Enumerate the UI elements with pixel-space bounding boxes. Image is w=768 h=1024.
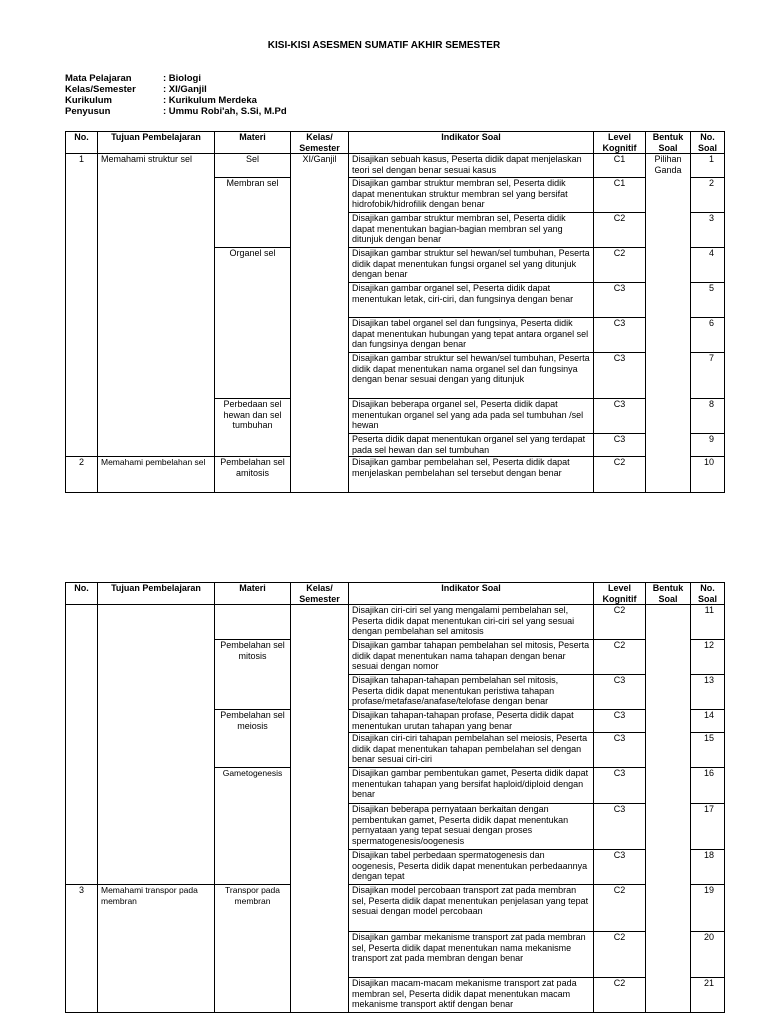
indikator-cell: Disajikan ciri-ciri sel yang mengalami pembelahan sel, Peserta didik dapat menentukan ciri-ciri sel yang sesuai dengan pembelahan sel amitosis	[349, 605, 594, 640]
tujuan-cell	[98, 605, 215, 885]
table-row	[66, 605, 725, 640]
col-header-tujuan: Tujuan Pembelajaran	[98, 583, 215, 605]
nosoal-cell: 12	[691, 640, 725, 675]
document-meta	[65, 73, 287, 117]
table-row	[66, 154, 725, 178]
assessment-table-2	[65, 582, 725, 1013]
indikator-cell: Disajikan macam-macam mekanisme transport zat pada membran sel, Peserta didik dapat menentukan macam mekanisme transport aktif dengan benar	[349, 978, 594, 1013]
col-header-bentuk: Bentuk Soal	[646, 132, 691, 154]
meta-value: : XI/Ganjil	[163, 84, 207, 95]
level-cell: C3	[594, 399, 646, 434]
nosoal-cell: 5	[691, 283, 725, 318]
level-cell: C3	[594, 710, 646, 733]
level-cell: C2	[594, 885, 646, 932]
level-cell: C1	[594, 154, 646, 178]
level-cell: C2	[594, 248, 646, 283]
indikator-cell: Disajikan gambar struktur membran sel, Peserta didik dapat menentukan bagian-bagian membran sel yang ditunjuk dengan benar	[349, 213, 594, 248]
assessment-table-1	[65, 131, 725, 493]
level-cell: C3	[594, 283, 646, 318]
row-number	[66, 605, 98, 885]
materi-cell: Perbedaan sel hewan dan sel tumbuhan	[215, 399, 291, 457]
meta-row-author	[65, 106, 287, 117]
indikator-cell: Disajikan tahapan-tahapan profase, Peserta didik dapat menentukan urutan tahapan yang benar	[349, 710, 594, 733]
meta-row-class	[65, 84, 287, 95]
indikator-cell: Disajikan beberapa organel sel, Peserta didik dapat menentukan organel sel yang ada pada sel tumbuhan /sel hewan	[349, 399, 594, 434]
meta-label: Kurikulum	[65, 95, 112, 106]
nosoal-cell: 3	[691, 213, 725, 248]
indikator-cell: Disajikan beberapa pernyataan berkaitan dengan pembentukan gamet, Peserta didik dapat menentukan pernyataan yang tepat sesuai dengan proses spermatogenesis/oogenesis	[349, 804, 594, 850]
col-header-indikator: Indikator Soal	[349, 132, 594, 154]
level-cell: C1	[594, 178, 646, 213]
nosoal-cell: 8	[691, 399, 725, 434]
col-header-kelas: Kelas/ Semester	[291, 132, 349, 154]
nosoal-cell: 17	[691, 804, 725, 850]
indikator-cell: Disajikan tabel perbedaan spermatogenesis dan oogenesis, Peserta didik dapat menentukan perbedaannya dengan tepat	[349, 850, 594, 885]
materi-cell: Pembelahan sel mitosis	[215, 640, 291, 710]
indikator-cell: Disajikan gambar pembentukan gamet, Peserta didik dapat menentukan tahapan yang bersifat haploid/diploid dengan benar	[349, 768, 594, 804]
materi-cell	[215, 605, 291, 640]
nosoal-cell: 7	[691, 353, 725, 399]
col-header-materi: Materi	[215, 583, 291, 605]
nosoal-cell: 1	[691, 154, 725, 178]
nosoal-cell: 16	[691, 768, 725, 804]
tujuan-cell: Memahami struktur sel	[98, 154, 215, 457]
meta-row-curriculum	[65, 95, 287, 106]
nosoal-cell: 14	[691, 710, 725, 733]
meta-row-subject	[65, 73, 287, 84]
indikator-cell: Disajikan gambar mekanisme transport zat pada membran sel, Peserta didik dapat menentukan nama mekanisme transport zat pada membran dengan benar	[349, 932, 594, 978]
nosoal-cell: 10	[691, 457, 725, 493]
col-header-no: No.	[66, 132, 98, 154]
tujuan-cell: Memahami transpor pada membran	[98, 885, 215, 1013]
level-cell: C3	[594, 353, 646, 399]
materi-cell: Gametogenesis	[215, 768, 291, 885]
level-cell: C3	[594, 768, 646, 804]
level-cell: C2	[594, 640, 646, 675]
document-title: KISI-KISI ASESMEN SUMATIF AKHIR SEMESTER	[267, 40, 501, 51]
indikator-cell: Disajikan ciri-ciri tahapan pembelahan sel meiosis, Peserta didik dapat menentukan tahapan pembelahan sel dengan benar sesuai ciri-ciri	[349, 733, 594, 768]
col-header-kelas: Kelas/ Semester	[291, 583, 349, 605]
table-row	[66, 457, 725, 493]
level-cell: C3	[594, 850, 646, 885]
col-header-level: Level Kognitif	[594, 583, 646, 605]
indikator-cell: Disajikan gambar pembelahan sel, Peserta didik dapat menjelaskan pembelahan sel tersebut dengan benar	[349, 457, 594, 493]
col-header-nosoal: No. Soal	[691, 583, 725, 605]
materi-cell: Pembelahan sel meiosis	[215, 710, 291, 768]
level-cell: C3	[594, 733, 646, 768]
indikator-cell: Peserta didik dapat menentukan organel sel yang terdapat pada sel hewan dan sel tumbuhan	[349, 434, 594, 457]
kelas-cell	[291, 605, 349, 1013]
table-header-row	[66, 583, 725, 605]
indikator-cell: Disajikan gambar struktur membran sel, Peserta didik dapat menentukan struktur membran sel yang bersifat hidrofobik/hidrofilik dengan benar	[349, 178, 594, 213]
materi-cell: Membran sel	[215, 178, 291, 248]
table-header-row	[66, 132, 725, 154]
row-number: 3	[66, 885, 98, 1013]
row-number: 1	[66, 154, 98, 457]
col-header-indikator: Indikator Soal	[349, 583, 594, 605]
level-cell: C3	[594, 804, 646, 850]
level-cell: C2	[594, 932, 646, 978]
kelas-cell: XI/Ganjil	[291, 154, 349, 493]
table-row	[66, 885, 725, 932]
nosoal-cell: 11	[691, 605, 725, 640]
meta-value: : Ummu Robi'ah, S.Si, M.Pd	[163, 106, 287, 117]
nosoal-cell: 20	[691, 932, 725, 978]
bentuk-cell: Pilihan Ganda	[646, 154, 691, 493]
level-cell: C2	[594, 457, 646, 493]
nosoal-cell: 15	[691, 733, 725, 768]
meta-value: : Kurikulum Merdeka	[163, 95, 257, 106]
col-header-level: Level Kognitif	[594, 132, 646, 154]
nosoal-cell: 4	[691, 248, 725, 283]
level-cell: C2	[594, 605, 646, 640]
col-header-bentuk: Bentuk Soal	[646, 583, 691, 605]
materi-cell: Transpor pada membran	[215, 885, 291, 1013]
bentuk-cell	[646, 605, 691, 1013]
indikator-cell: Disajikan gambar organel sel, Peserta didik dapat menentukan letak, ciri-ciri, dan fungsinya dengan benar	[349, 283, 594, 318]
nosoal-cell: 9	[691, 434, 725, 457]
tujuan-cell: Memahami pembelahan sel	[98, 457, 215, 493]
nosoal-cell: 13	[691, 675, 725, 710]
meta-label: Mata Pelajaran	[65, 73, 132, 84]
meta-label: Kelas/Semester	[65, 84, 136, 95]
materi-cell: Sel	[215, 154, 291, 178]
col-header-no: No.	[66, 583, 98, 605]
indikator-cell: Disajikan gambar struktur sel hewan/sel tumbuhan, Peserta didik dapat menentukan fungsi organel sel yang ditunjuk dengan benar	[349, 248, 594, 283]
level-cell: C2	[594, 978, 646, 1013]
nosoal-cell: 6	[691, 318, 725, 353]
materi-cell: Pembelahan sel amitosis	[215, 457, 291, 493]
indikator-cell: Disajikan sebuah kasus, Peserta didik dapat menjelaskan teori sel dengan benar sesuai kasus	[349, 154, 594, 178]
level-cell: C2	[594, 213, 646, 248]
level-cell: C3	[594, 434, 646, 457]
indikator-cell: Disajikan gambar tahapan pembelahan sel mitosis, Peserta didik dapat menentukan nama tahapan dengan benar sesuai dengan nomor	[349, 640, 594, 675]
row-number: 2	[66, 457, 98, 493]
col-header-materi: Materi	[215, 132, 291, 154]
nosoal-cell: 18	[691, 850, 725, 885]
materi-cell: Organel sel	[215, 248, 291, 399]
meta-label: Penyusun	[65, 106, 111, 117]
nosoal-cell: 2	[691, 178, 725, 213]
indikator-cell: Disajikan model percobaan transport zat pada membran sel, Peserta didik dapat menentukan penjelasan yang tepat sesuai dengan model percobaan	[349, 885, 594, 932]
meta-value: : Biologi	[163, 73, 201, 84]
indikator-cell: Disajikan tahapan-tahapan pembelahan sel mitosis, Peserta didik dapat menentukan peristiwa tahapan profase/metafase/anafase/telofase dengan benar	[349, 675, 594, 710]
indikator-cell: Disajikan gambar struktur sel hewan/sel tumbuhan, Peserta didik dapat menentukan nama organel sel dan fungsinya dengan benar sesuai dengan yang ditunjuk	[349, 353, 594, 399]
col-header-nosoal: No. Soal	[691, 132, 725, 154]
indikator-cell: Disajikan tabel organel sel dan fungsinya, Peserta didik dapat menentukan hubungan yang tepat antara organel sel dan fungsinya dengan benar	[349, 318, 594, 353]
level-cell: C3	[594, 318, 646, 353]
level-cell: C3	[594, 675, 646, 710]
nosoal-cell: 21	[691, 978, 725, 1013]
col-header-tujuan: Tujuan Pembelajaran	[98, 132, 215, 154]
nosoal-cell: 19	[691, 885, 725, 932]
